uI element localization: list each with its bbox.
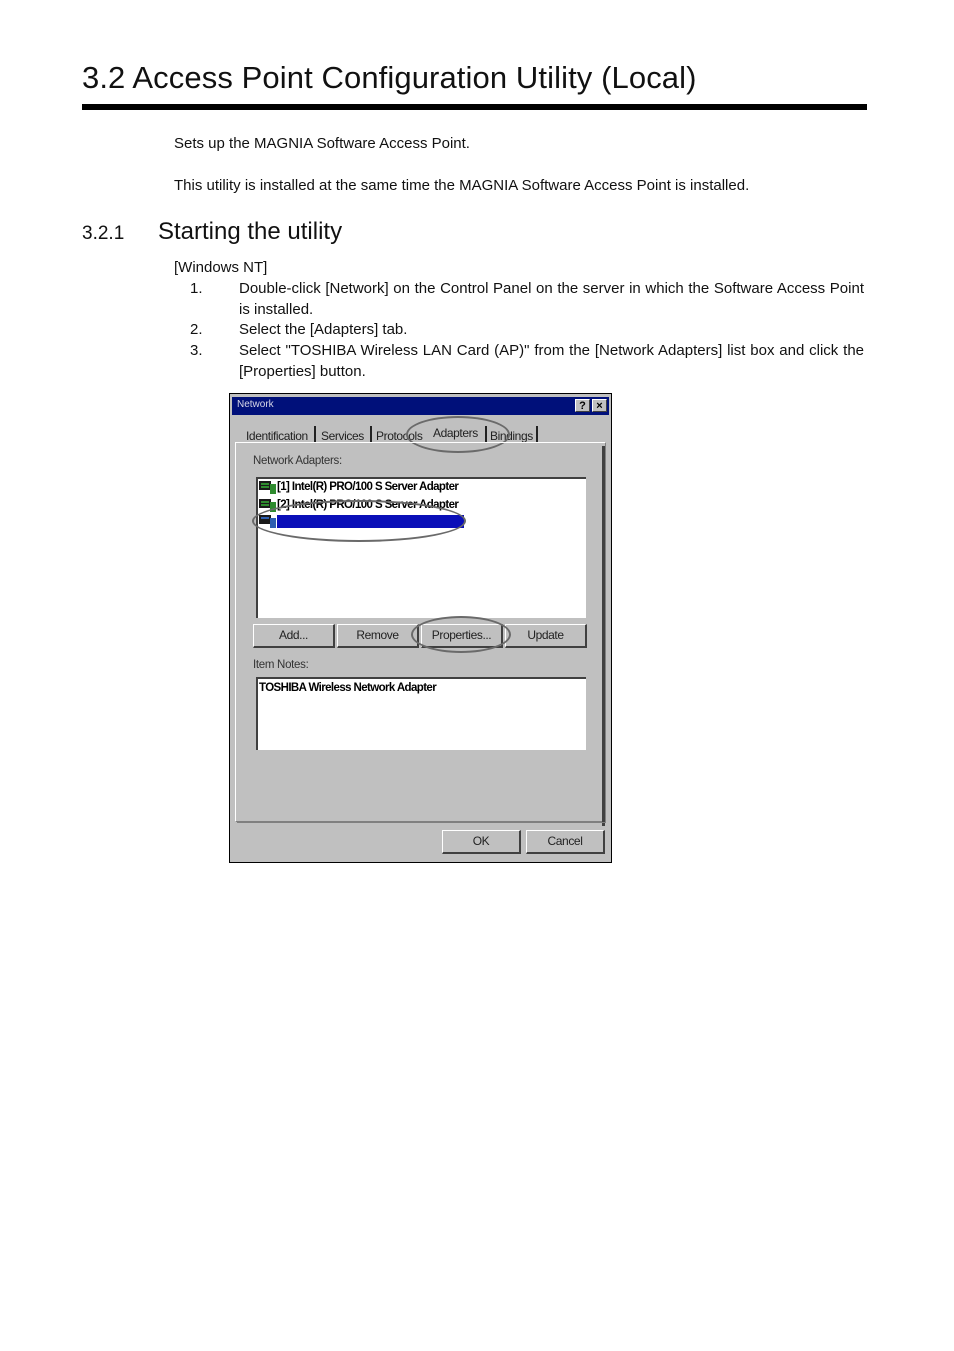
help-button[interactable]: ? [575,399,590,412]
cancel-button[interactable]: Cancel [526,830,605,854]
tab-bindings[interactable]: Bindings [490,429,533,443]
properties-button-highlight [411,616,511,653]
step-text: Double-click [Network] on the Control Panel on the server in which the Software Access Point is installed. [239,280,864,318]
network-adapters-label: Network Adapters: [253,455,342,467]
network-dialog [229,393,612,863]
adapter-name: [2] Intel(R) PRO/100 S Server Adapter [277,499,459,511]
adapter-name: [1] Intel(R) PRO/100 S Server Adapter [277,481,459,493]
section-number: 3.2.1 [82,223,125,244]
item-notes-box [256,677,586,750]
tab-adapters[interactable]: Adapters [433,426,478,440]
footer-separator [237,822,606,823]
ok-button[interactable]: OK [442,830,521,854]
intro-line-1: Sets up the MAGNIA Software Access Point. [174,135,470,152]
add-button[interactable]: Add... [253,624,335,648]
page-title: 3.2 Access Point Configuration Utility (Local) [82,60,697,95]
dialog-titlebar [232,397,609,415]
selected-adapter-highlight [252,500,466,542]
item-notes-text: TOSHIBA Wireless Network Adapter [259,682,437,694]
properties-button[interactable]: Properties... [421,624,503,648]
panel-shadow [602,446,605,826]
step-text: Select the [Adapters] tab. [239,321,408,338]
item-notes-label: Item Notes: [253,659,309,671]
tab-identification[interactable]: Identification [246,429,308,443]
remove-button[interactable]: Remove [337,624,419,648]
title-rule [82,104,867,110]
tab-divider [314,426,316,443]
close-button[interactable]: × [592,399,607,412]
platform-label: [Windows NT] [174,259,268,276]
tab-divider [536,426,538,443]
step-number: 3. [190,342,203,359]
list-item[interactable] [259,480,469,496]
step-number: 2. [190,321,203,338]
step-number: 1. [190,280,203,297]
update-button[interactable]: Update [505,624,587,648]
section-title: Starting the utility [158,218,343,245]
dialog-title: Network [237,399,274,410]
step-text: Select "TOSHIBA Wireless LAN Card (AP)" from the [Network Adapters] list box and click the [Properties] button. [239,342,864,380]
tab-divider [370,426,372,443]
tab-protocols[interactable]: Protocols [376,429,423,443]
intro-line-2: This utility is installed at the same time the MAGNIA Software Access Point is installed. [174,177,750,194]
network-card-icon [259,481,276,494]
tab-services[interactable]: Services [321,429,364,443]
